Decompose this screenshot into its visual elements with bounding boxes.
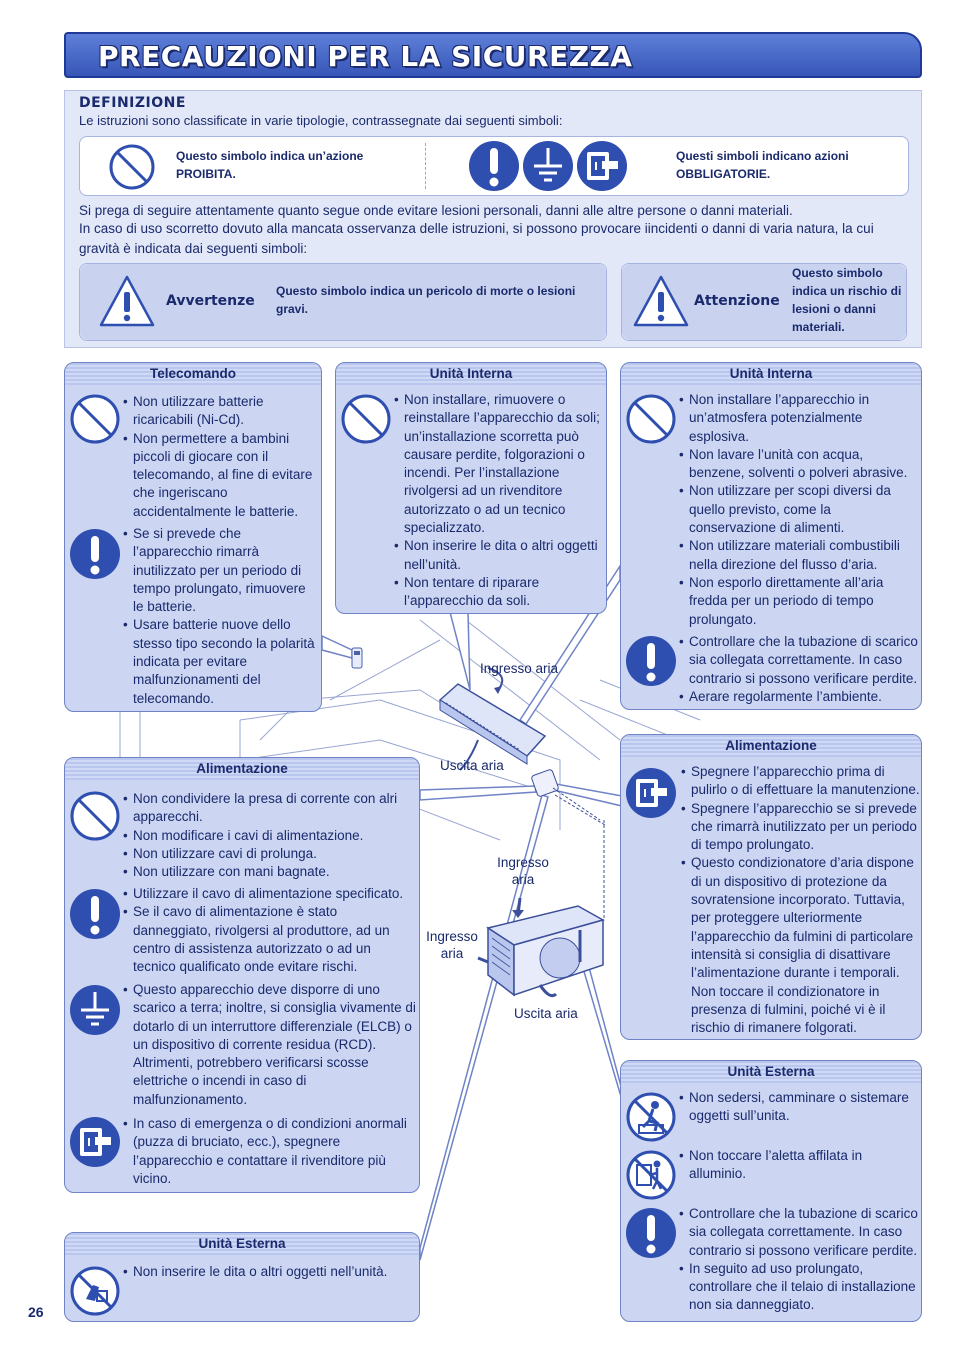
panel-header: Alimentazione <box>621 735 921 757</box>
panel-header: Alimentazione <box>65 758 419 780</box>
page-title: PRECAUZIONI PER LA SICUREZZA <box>98 40 633 73</box>
panel-header: Telecomando <box>65 363 321 385</box>
list-item: • Non lavare l’unità con acqua, benzene, solventi o polveri abrasive. <box>679 446 921 483</box>
list-item: • In caso di emergenza o di condizioni anormali (puzza di bruciato, ecc.), spegnere l’apparecchio e contattare il rivenditore più vicino. <box>123 1115 417 1188</box>
definition-paragraph-1: Si prega di seguire attentamente quanto segue onde evitare lesioni personali, danni alle altre persone o danni materiali. <box>79 203 793 218</box>
list-item: • Non utilizzare cavi di prolunga. <box>123 845 417 863</box>
unplug-icon <box>576 140 628 192</box>
panel-header: Unità Esterna <box>65 1233 419 1255</box>
panel-alimentazione-left <box>64 757 420 1193</box>
caution-label: Attenzione <box>694 293 780 309</box>
list-item: • Se il cavo di alimentazione è stato danneggiato, rivolgersi al produttore, ad un centro di assistenza autorizzato o ad un tecnico qualificato onde evitare rischi. <box>123 903 417 976</box>
unita-esterna-right-no-touch-list <box>679 1147 919 1184</box>
definition-title: DEFINIZIONE <box>79 95 186 111</box>
mandatory-icon <box>69 888 121 940</box>
list-item: • Non inserire le dita o altri oggetti nell’unità. <box>123 1263 417 1281</box>
alimentazione-left-prohibited-list <box>123 790 417 881</box>
alimentazione-left-unplug-list <box>123 1115 417 1188</box>
unplug-icon <box>625 767 677 819</box>
unita-interna-right-mandatory-list <box>679 633 921 706</box>
list-item: • Questo condizionatore d’aria dispone di un dispositivo di protezione da sovratensione incorporato. Tuttavia, per proteggere ulteriormente l’apparecchio da fulmini di particolare intensità si consiglia di disattivare l’alimentazione durante i temporali. Non toccare il condizionatore in presenza di fulmini, poiché vi è il rischio di rimanere folgorati. <box>681 854 921 1037</box>
panel-header: Unità Interna <box>621 363 921 385</box>
list-item: • Non installare l’apparecchio in un’atmosfera potenzialmente esplosiva. <box>679 391 921 446</box>
no-sitting-icon <box>625 1091 677 1143</box>
telecomando-mandatory-list <box>123 525 319 708</box>
list-item: • Questo apparecchio deve disporre di uno scarico a terra; inoltre, si consiglia vivamente di dotarlo di un interruttore differenziale (ELCB) o un dispositivo di corrente residua (RCD). Altrimenti, potrebbero verificarsi scosse elettriche o incendi in caso di malfunzionamento. <box>123 981 417 1109</box>
list-item: • Non condividere la presa di corrente con alri apparecchi. <box>123 790 417 827</box>
warning-label: Avvertenze <box>166 293 255 309</box>
prohibited-description: Questo simbolo indica un’azione PROIBITA. <box>176 149 364 181</box>
unita-esterna-right-mandatory-list <box>679 1205 919 1315</box>
earth-ground-icon <box>69 984 121 1036</box>
mandatory-icon <box>625 1207 677 1259</box>
list-item: • Spegnere l’apparecchio se si prevede che rimarrà inutilizzato per un periodo di tempo prolungato. <box>681 800 921 855</box>
list-item: • Non esporlo direttamente all’aria fredda per un periodo di tempo prolungato. <box>679 574 921 629</box>
page-number: 26 <box>28 1304 44 1320</box>
list-item: • Controllare che la tubazione di scarico sia collegata correttamente. In caso contrario si possono verificare perdite. <box>679 1205 919 1260</box>
label-air-inlet-outdoor-top: Ingresso aria <box>497 855 549 887</box>
list-item: • Usare batterie nuove dello stesso tipo secondo la polarità indicata per evitare malfunzionamenti del telecomando. <box>123 616 319 707</box>
list-item: • Non installare, rimuovere o reinstallare l’apparecchio da soli; un’installazione scorretta può causare perdite, folgorazioni o incendi. Per l’installazione rivolgersi ad un rivenditore autorizzato o ad un tecnico specializzato. <box>394 391 604 537</box>
panel-unita-esterna-left <box>64 1232 420 1322</box>
warning-description: Questo simbolo indica un pericolo di morte o lesioni gravi. <box>276 284 576 316</box>
label-air-outlet-outdoor: Uscita aria <box>514 1006 578 1021</box>
alimentazione-left-mandatory-list <box>123 885 417 976</box>
list-item: • Non utilizzare materiali combustibili nella direzione del flusso d’aria. <box>679 537 921 574</box>
prohibited-icon <box>625 393 677 445</box>
symbol-legend-box <box>79 136 909 196</box>
warning-legend-box <box>79 263 607 341</box>
prohibited-icon <box>108 143 156 191</box>
list-item: • Non modificare i cavi di alimentazione. <box>123 827 417 845</box>
panel-telecomando <box>64 362 322 712</box>
outdoor-unit-drawing <box>478 820 604 996</box>
telecomando-prohibited-list <box>123 393 319 521</box>
legend-divider <box>425 143 426 189</box>
panel-unita-esterna-right <box>620 1060 922 1322</box>
panel-unita-interna-right <box>620 362 922 710</box>
caution-description: Questo simbolo indica un rischio di lesioni o danni materiali. <box>792 266 902 334</box>
definition-intro: Le istruzioni sono classificate in varie tipologie, contrassegnate dai seguenti simboli: <box>79 113 563 128</box>
list-item: • Controllare che la tubazione di scarico sia collegata correttamente. In caso contrario si possono verificare perdite. <box>679 633 921 688</box>
list-item: • Aerare regolarmente l’ambiente. <box>679 688 921 706</box>
unita-interna-left-prohibited-list <box>394 391 604 611</box>
title-banner <box>64 32 922 78</box>
list-item: • Non utilizzare con mani bagnate. <box>123 863 417 881</box>
list-item: • Se si prevede che l’apparecchio rimarrà inutilizzato per un periodo di tempo prolungato, rimuovere le batterie. <box>123 525 319 616</box>
mandatory-icon <box>625 635 677 687</box>
unita-esterna-left-list <box>123 1263 417 1281</box>
no-fingers-icon <box>69 1265 121 1317</box>
label-air-outlet-indoor: Uscita aria <box>440 758 504 773</box>
list-item: • Non toccare l’aletta affilata in alluminio. <box>679 1147 919 1184</box>
panel-header: Unità Esterna <box>621 1061 921 1083</box>
caution-triangle-icon <box>632 274 690 328</box>
mandatory-icon <box>69 528 121 580</box>
list-item: • Non tentare di riparare l’apparecchio da soli. <box>394 574 604 611</box>
list-item: • In seguito ad uso prolungato, controllare che il telaio di installazione non sia danneggiato. <box>679 1260 919 1315</box>
alimentazione-left-earth-list <box>123 981 417 1109</box>
earth-ground-icon <box>522 140 574 192</box>
panel-unita-interna-left <box>335 362 607 614</box>
panel-header: Unità Interna <box>336 363 606 385</box>
prohibited-icon <box>69 790 121 842</box>
list-item: • Non sedersi, camminare o sistemare oggetti sull’unita. <box>679 1089 919 1126</box>
mandatory-description: Questi simboli indicano azioni OBBLIGATORIE. <box>676 149 849 181</box>
label-air-inlet-outdoor-side: Ingresso aria <box>426 929 478 961</box>
list-item: • Non inserire le dita o altri oggetti nell’unità. <box>394 537 604 574</box>
alimentazione-right-unplug-list <box>681 763 921 1037</box>
prohibited-icon <box>69 393 121 445</box>
list-item: • Non utilizzare per scopi diversi da quello previsto, come la conservazione di alimenti. <box>679 482 921 537</box>
unita-esterna-right-no-sit-list <box>679 1089 919 1126</box>
caution-legend-box <box>621 263 907 341</box>
warning-triangle-icon <box>98 274 156 328</box>
definition-section <box>64 90 922 348</box>
panel-alimentazione-right <box>620 734 922 1040</box>
unplug-icon <box>69 1116 121 1168</box>
list-item: • Non permettere a bambini piccoli di giocare con il telecomando, al fine di evitare che ingeriscano accidentalmente le batterie. <box>123 430 319 521</box>
definition-paragraph-2: In caso di uso scorretto dovuto alla mancata osservanza delle istruzioni, si possono provocare iincidenti o danni di varia natura, la cui gravità è indicata dai seguenti simboli: <box>79 221 874 256</box>
list-item: • Utilizzare il cavo di alimentazione specificato. <box>123 885 417 903</box>
no-touching-icon <box>625 1149 677 1201</box>
label-air-inlet-indoor: Ingresso aria <box>480 661 559 676</box>
list-item: • Non utilizzare batterie ricaricabili (Ni-Cd). <box>123 393 319 430</box>
remote-control-drawing <box>352 648 362 668</box>
list-item: • Spegnere l’apparecchio prima di pulirlo o di effettuare la manutenzione. <box>681 763 921 800</box>
prohibited-icon <box>340 393 392 445</box>
unita-interna-right-prohibited-list <box>679 391 921 629</box>
mandatory-icon <box>468 140 520 192</box>
